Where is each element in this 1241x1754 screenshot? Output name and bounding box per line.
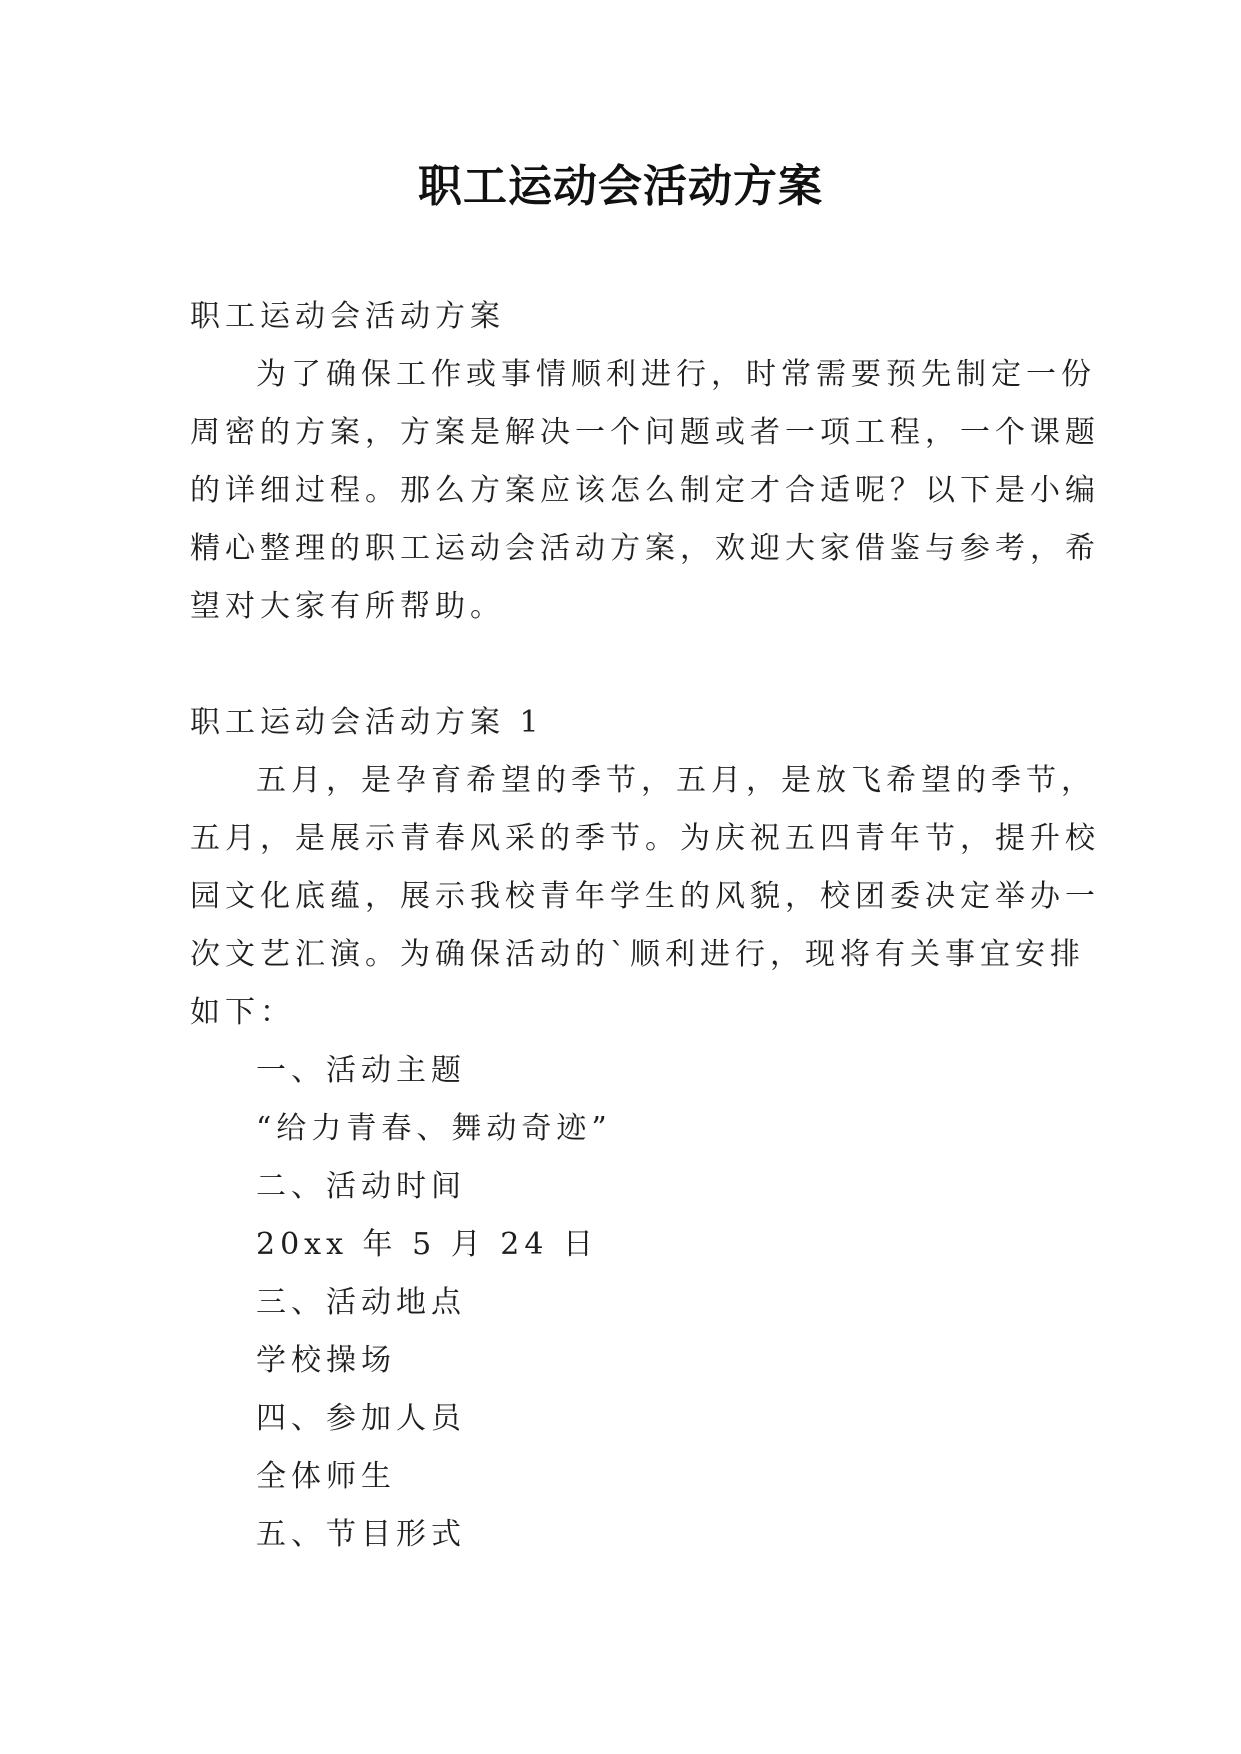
intro-line: 为了确保工作或事情顺利进行，时常需要预先制定一份 [256,357,1096,392]
document-body [190,288,1100,1564]
intro-paragraph [190,346,1100,636]
intro-line: 望对大家有所帮助。 [190,589,505,624]
section-line: 五月，是展示青春风采的季节。为庆祝五四青年节，提升校 [190,821,1100,856]
item-time-heading: 二、活动时间 [256,1169,466,1204]
item-participants-value: 全体师生 [256,1459,396,1494]
section-heading: 职工运动会活动方案 1 [190,705,544,740]
intro-line: 精心整理的职工运动会活动方案，欢迎大家借鉴与参考，希 [190,531,1100,566]
item-location-value: 学校操场 [256,1343,396,1378]
item-theme-heading: 一、活动主题 [256,1053,466,1088]
section-line: 如下： [190,995,295,1030]
section-line: 五月，是孕育希望的季节，五月，是放飞希望的季节， [256,763,1096,798]
paragraph-gap [190,636,1056,694]
section-line: 次文艺汇演。为确保活动的`顺利进行，现将有关事宜安排 [190,937,1085,972]
item-time-value: 20xx 年 5 月 24 日 [256,1227,598,1262]
section-line: 园文化底蕴，展示我校青年学生的风貌，校团委决定举办一 [190,879,1100,914]
document-title: 职工运动会活动方案 [418,161,823,212]
subtitle: 职工运动会活动方案 [190,299,505,334]
intro-line: 的详细过程。那么方案应该怎么制定才合适呢？以下是小编 [190,473,1100,508]
item-location-heading: 三、活动地点 [256,1285,466,1320]
item-theme-value: “给力青春、舞动奇迹” [256,1111,612,1146]
item-participants-heading: 四、参加人员 [256,1401,466,1436]
item-format-heading: 五、节目形式 [256,1517,466,1552]
intro-line: 周密的方案，方案是解决一个问题或者一项工程，一个课题 [190,415,1100,450]
section-paragraph [190,752,1100,1042]
